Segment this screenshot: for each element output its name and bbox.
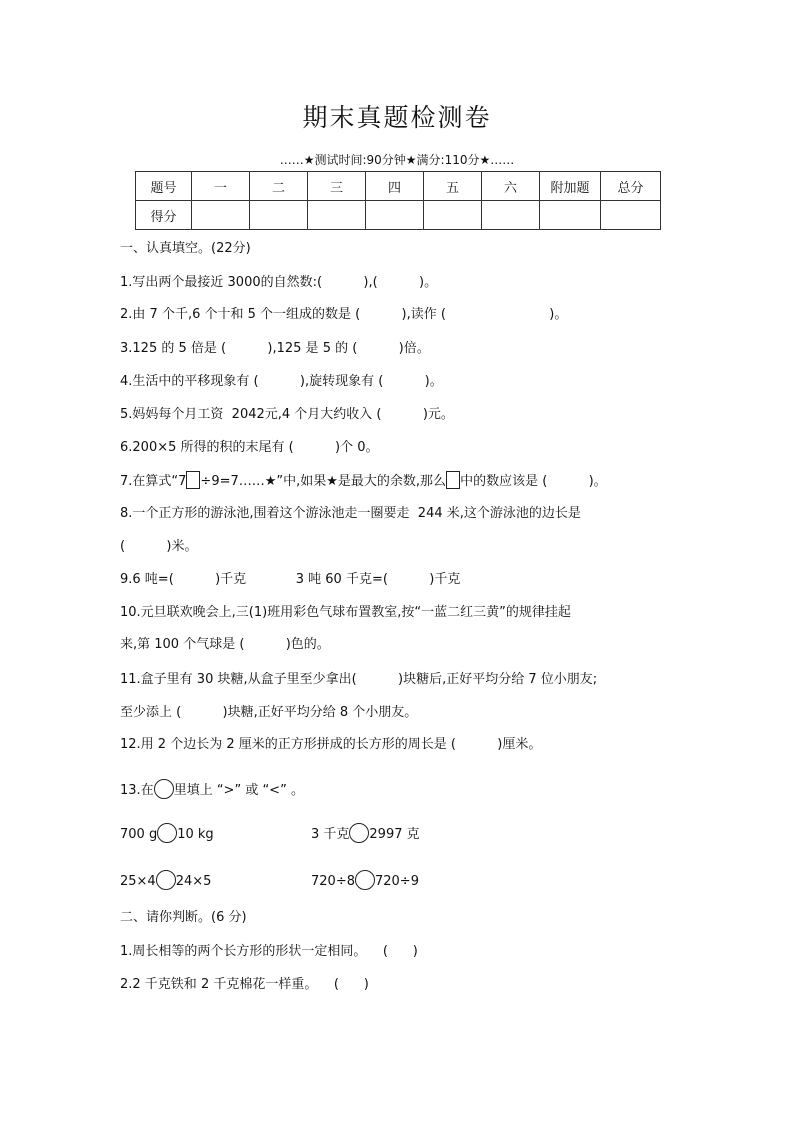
question-1-13-part-b: 里填上 “>” 或 “<” 。	[173, 783, 304, 798]
score-cell[interactable]	[482, 201, 540, 230]
score-cell[interactable]	[192, 201, 250, 230]
compare-circle[interactable]	[349, 823, 369, 843]
score-header-cell: 六	[482, 172, 540, 201]
compare-circle[interactable]	[157, 823, 177, 843]
question-1-11-line-1: 11.盒子里有 30 块糖,从盒子里至少拿出( )块糖后,正好平均分给 7 位小朋友;	[120, 672, 598, 687]
score-header-cell: 一	[192, 172, 250, 201]
question-1-6: 6.200×5 所得的积的末尾有 ( )个 0。	[120, 440, 379, 455]
question-1-7-part-b: ÷9=7……★”中,如果★是最大的余数,那么	[200, 474, 447, 489]
exam-info-line: ……★测试时间:90分钟★满分:110分★……	[279, 153, 515, 167]
score-table-header-row	[136, 172, 661, 201]
score-table	[135, 171, 661, 230]
question-1-5: 5.妈妈每个月工资 2042元,4 个月大约收入 ( )元。	[120, 407, 454, 422]
score-cell[interactable]	[250, 201, 308, 230]
section-2-heading: 二、请你判断。(6 分)	[120, 910, 247, 925]
question-1-3: 3.125 的 5 倍是 ( ),125 是 5 的 ( )倍。	[120, 341, 430, 356]
section-1-heading: 一、认真填空。(22分)	[120, 241, 251, 256]
answer-box[interactable]	[186, 471, 200, 489]
score-cell[interactable]	[540, 201, 601, 230]
score-header-cell: 附加题	[540, 172, 601, 201]
page-title: 期末真题检测卷	[302, 103, 492, 132]
compare-item-4	[311, 870, 419, 894]
compare-circle[interactable]	[156, 870, 176, 890]
score-header-cell: 三	[308, 172, 366, 201]
compare-left: 720÷8	[311, 874, 355, 889]
score-header-cell: 二	[250, 172, 308, 201]
compare-right: 10 kg	[177, 827, 214, 842]
compare-item-3	[120, 870, 211, 894]
question-1-7-part-a: 7.在算式“7	[120, 474, 187, 489]
compare-item-2	[311, 823, 420, 847]
question-1-10-line-1: 10.元旦联欢晚会上,三(1)班用彩色气球布置教室,按“一蓝二红三黄”的规律挂起	[120, 605, 571, 620]
compare-left: 25×4	[120, 874, 156, 889]
score-row-label: 得分	[136, 201, 192, 230]
compare-circle[interactable]	[355, 870, 375, 890]
question-2-2: 2.2 千克铁和 2 千克棉花一样重。 ( )	[120, 977, 369, 992]
answer-circle	[154, 779, 174, 799]
score-cell[interactable]	[366, 201, 424, 230]
question-1-8-line-1: 8.一个正方形的游泳池,围着这个游泳池走一圈要走 244 米,这个游泳池的边长是	[120, 506, 581, 521]
compare-left: 3 千克	[311, 827, 350, 842]
question-1-7-part-c: 中的数应该是 ( )。	[460, 474, 607, 489]
compare-item-1	[120, 823, 214, 847]
compare-right: 720÷9	[374, 874, 419, 889]
question-1-11-line-2: 至少添上 ( )块糖,正好平均分给 8 个小朋友。	[120, 705, 418, 720]
score-table-score-row	[136, 201, 661, 230]
question-1-8-line-2: ( )米。	[120, 539, 198, 554]
compare-right: 24×5	[175, 874, 212, 889]
score-cell[interactable]	[601, 201, 661, 230]
answer-box[interactable]	[446, 471, 460, 489]
question-1-13	[120, 779, 304, 801]
score-cell[interactable]	[308, 201, 366, 230]
score-header-cell: 五	[424, 172, 482, 201]
question-1-2: 2.由 7 个千,6 个十和 5 个一组成的数是 ( ),读作 ( )。	[120, 307, 568, 322]
question-1-12: 12.用 2 个边长为 2 厘米的正方形拼成的长方形的周长是 ( )厘米。	[120, 737, 542, 752]
compare-left: 700 g	[120, 827, 158, 842]
question-1-1: 1.写出两个最接近 3000的自然数:( ),( )。	[120, 275, 438, 290]
question-1-4: 4.生活中的平移现象有 ( ),旋转现象有 ( )。	[120, 374, 443, 389]
score-header-cell: 四	[366, 172, 424, 201]
score-cell[interactable]	[424, 201, 482, 230]
question-1-13-part-a: 13.在	[120, 783, 154, 798]
score-header-cell: 题号	[136, 172, 192, 201]
compare-right: 2997 克	[369, 827, 420, 842]
question-1-7	[120, 471, 607, 492]
score-header-cell: 总分	[601, 172, 661, 201]
question-1-9: 9.6 吨=( )千克 3 吨 60 千克=( )千克	[120, 572, 461, 587]
question-2-1: 1.周长相等的两个长方形的形状一定相同。 ( )	[120, 944, 418, 959]
question-1-10-line-2: 来,第 100 个气球是 ( )色的。	[120, 637, 330, 652]
